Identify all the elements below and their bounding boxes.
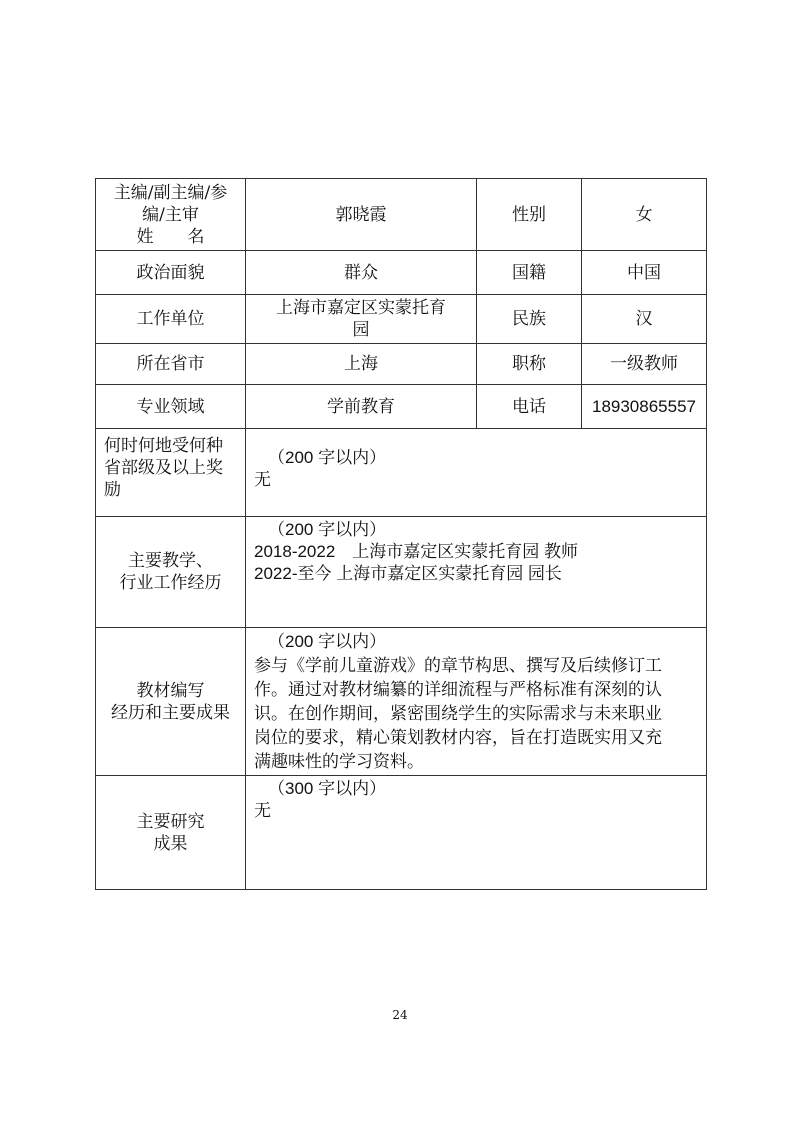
province-value: 上海: [246, 344, 477, 385]
experience-label-line: 行业工作经历: [119, 573, 222, 593]
gender-label: 性别: [477, 179, 582, 251]
awards-label-line: 励: [104, 480, 121, 500]
textbook-label-line: 经历和主要成果: [111, 702, 230, 723]
table-row: [96, 517, 707, 628]
province-label: 所在省市: [96, 344, 246, 385]
experience-line: 2022-至今 上海市嘉定区实蒙托育园 园长: [254, 564, 562, 583]
politics-value: 群众: [246, 251, 477, 295]
research-label-line: 成果: [153, 833, 188, 854]
research-limit-note: （300 字以内）: [268, 779, 387, 798]
field-value: 学前教育: [246, 385, 477, 429]
ethnicity-value: 汉: [582, 295, 707, 344]
research-text: 无: [254, 801, 271, 821]
experience-label-line: 主要教学、: [128, 551, 213, 571]
textbook-label-line: 教材编写: [136, 680, 205, 701]
textbook-label: [96, 628, 246, 776]
experience-line: 2018-2022 上海市嘉定区实蒙托育园 教师: [254, 542, 579, 561]
employer-label: 工作单位: [96, 295, 246, 344]
politics-label: 政治面貌: [96, 251, 246, 295]
table-row: [96, 385, 707, 429]
table-row: [96, 251, 707, 295]
name-value: 郭晓霞: [246, 179, 477, 251]
awards-content: [246, 429, 707, 517]
textbook-content: [246, 628, 707, 776]
table-row: [96, 628, 707, 776]
nationality-value: 中国: [582, 251, 707, 295]
employer-value-line: 上海市嘉定区实蒙托育: [276, 298, 446, 318]
research-label: [96, 776, 246, 890]
employer-value-line: 园: [352, 320, 370, 340]
awards-limit-note: （200 字以内）: [268, 448, 387, 467]
textbook-limit-note: （200 字以内）: [268, 632, 387, 651]
research-label-line: 主要研究: [136, 811, 205, 832]
employer-value: [246, 295, 477, 344]
table-row: [96, 344, 707, 385]
name-label-line: 编/主审: [142, 204, 199, 225]
textbook-line: 识。在创作期间，紧密围绕学生的实际需求与未来职业: [254, 704, 662, 724]
title-label: 职称: [477, 344, 582, 385]
awards-text: 无: [254, 470, 271, 490]
title-value: 一级教师: [582, 344, 707, 385]
table-row: [96, 179, 707, 251]
textbook-line: 岗位的要求，精心策划教材内容，旨在打造既实用又充: [254, 728, 662, 748]
ethnicity-label: 民族: [477, 295, 582, 344]
phone-label: 电话: [477, 385, 582, 429]
gender-value: 女: [582, 179, 707, 251]
name-label-line: 主编/副主编/参: [113, 182, 228, 203]
awards-label-line: 省部级及以上奖: [104, 458, 223, 478]
table-row: [96, 429, 707, 517]
textbook-line: 参与《学前儿童游戏》的章节构思、撰写及后续修订工: [254, 656, 662, 676]
awards-label-line: 何时何地受何种: [104, 436, 223, 456]
experience-label: [96, 517, 246, 628]
experience-limit-note: （200 字以内）: [268, 520, 387, 539]
awards-label: [96, 429, 246, 517]
field-label: 专业领域: [96, 385, 246, 429]
experience-content: [246, 517, 707, 628]
phone-value: 18930865557: [582, 385, 707, 429]
name-label-line: 姓 名: [136, 226, 205, 247]
table-row: [96, 295, 707, 344]
info-form-table: [95, 178, 707, 890]
textbook-line: 满趣味性的学习资料。: [254, 752, 424, 772]
textbook-line: 作。通过对教材编纂的详细流程与严格标准有深刻的认: [254, 680, 662, 700]
table-row: [96, 776, 707, 890]
name-label-cell: [96, 179, 246, 251]
nationality-label: 国籍: [477, 251, 582, 295]
page-number: 24: [392, 1008, 408, 1022]
research-content: [246, 776, 707, 890]
